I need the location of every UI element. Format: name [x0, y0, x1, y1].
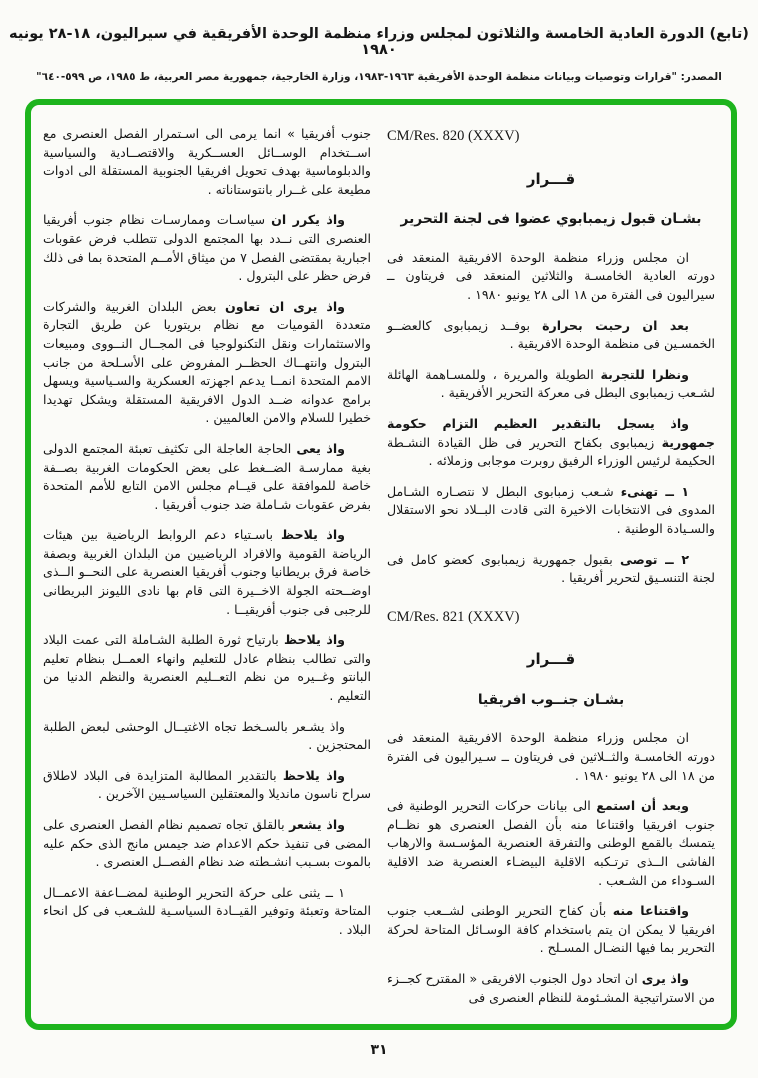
paragraph-text: بالتقدير المطالبة المتزايدة فى البلاد لاطلاق سراح ناسون مانديلا والمعتقلين السياسـيين الآخرين .: [43, 767, 371, 802]
paragraph: [43, 718, 371, 755]
paragraph-lead: واذ يسجل بالتقدير العظيم التزام حكومة جمهورية: [387, 415, 715, 450]
paragraph: [43, 631, 371, 705]
paragraph: [43, 816, 371, 872]
paragraph: [43, 440, 371, 514]
paragraph: [43, 526, 371, 619]
paragraph-lead: واذ يشعر: [289, 817, 345, 832]
paragraph-text: جنوب أفريقيا » انما يرمى الى اسـتمرار الفصل العنصرى مع اســتخدام الوســائل العســكرية والاقتصــادية والسياسية والدبلوماسية بهدف تحويل افريقيا الجنوبية المستقلة الى ادوات مطيعة على غــرار بانتوستاناته .: [43, 126, 371, 197]
paragraph-text: الحاجة العاجلة الى تكثيف تعبئة المجتمع الدولى بغية ممارسـة الضــغط على بعض الحكومات الغربية بصــفة خاصة للموافقة على قيــام مجلس الامن التابع للأمم المتحدة بفرض عقوبات شـاملة ضد جنوب أفريقيا .: [43, 440, 371, 512]
paragraph: [43, 298, 371, 428]
header-source-citation: المصدر: "قرارات وتوصيات وبيانات منظمة الوحدة الأفريقية ١٩٦٣-١٩٨٣، وزارة الخارجية، جمهورية مصر العربية، ط ١٩٨٥، ص ٥٩٩-٦٤٠": [36, 71, 722, 83]
numbered-item-1: [387, 483, 715, 539]
continuation-paragraph: [43, 125, 371, 199]
paragraph: [387, 797, 715, 890]
paragraph-text: زيمبابوى بكفاح التحرير فى ظل القيادة النشـطة الحكيمة لرئيس الوزراء الرفيق روبرت موجابى وزملائه .: [387, 434, 715, 469]
paragraph-text: شـعب زمبابوى البطل لا نتصـاره الشـامل المدوى فى الانتخابات الاخيرة التى قادت البــلاد نحو الاستقلال والسـيادة الوطنية .: [387, 483, 715, 536]
paragraph-text: ان مجلس وزراء منظمة الوحدة الافريقية المنعقد فى دورته الخامسـة والثــلاثين فى فريتاون ــ سـيراليون فى الفترة من ١٨ الى ٢٨ يونيو ١٩٨٠ .: [387, 730, 715, 783]
paragraph: [387, 902, 715, 958]
paragraph: [43, 211, 371, 285]
paragraph-text: ان اتحاد دول الجنوب الافريقى « المقترح كجــزء من الاستراتيجية المشـئومة للنظام العنصرى فى: [387, 971, 715, 1005]
paragraph-lead: ٢ ــ توصى: [619, 551, 689, 567]
paragraph-text: ان مجلس وزراء منظمة الوحدة الافريقية المنعقد فى دورته العادية الخامسـة والثلاثين المنعقد فى فريتاون ــ سيراليون فى الفترة من ١٨ الى ٢٨ يونيو ١٩٨٠ .: [387, 249, 715, 302]
page-header: [0, 0, 758, 83]
paragraph-text: بأن كفاح التحرير الوطنى لشــعب جنوب افريقيا لا يمكن ان يتم باستخدام كافة الوسـائل المتاحة لحركة التحرير بما فيها النضـال المسـلح .: [387, 903, 715, 956]
paragraph-lead: واقتناعا منه: [612, 903, 689, 919]
paragraph-lead: واذ يرى: [641, 971, 689, 986]
paragraph-lead: واذ يعى: [296, 440, 345, 456]
paragraph-text: الى بيانات حركات التحرير الوطنية فى جنوب افريقيا واقتناعا منه بأن الفصل العنصرى هو نظــام يتمسك بالقمع الوطنى والتفرقة العنصرية المؤسـسة والارهاب الفاشى الــذى ترتـكبه الاقلية البيضـاء العنصرية ضد الاقلية السـوداء من الشـعب .: [387, 798, 715, 888]
paragraph-text: بوفــد زيمبابوى كالعضــو الخمسـين فى منظمة الوحدة الافريقية .: [387, 317, 715, 352]
resolution-821-subtitle: بشـان جنــوب افريقيا: [477, 691, 625, 708]
numbered-item-1: [43, 884, 371, 940]
paragraph: [387, 415, 715, 471]
paragraph-text: بعض البلدان الغربية والشركات متعددة القوميات مع نظام بريتوريا عن طريق التجارة والاستثمارات ونقل التكنولوجيا فى المجــال النــووى ومبيعات البترول وانتهــاك الحظــر المفروض على الأسـلحة من جانب الامم المتحدة انمــا يدعم اجهزته العسكرية والسـياسية ويسهل برامج عدوانه ضــد الدول الافريقية المستقلة ويشكل تهديدا خطيرا للسلام والامن العالميين .: [43, 298, 371, 426]
paragraph-lead: ١ ــ تهنىء: [620, 483, 689, 499]
paragraph: [43, 767, 371, 804]
right-column: [387, 125, 715, 1019]
paragraph-lead: واذ يلاحظ: [282, 767, 345, 783]
paragraph: [387, 249, 715, 305]
resolution-821-title: قـــرار: [526, 650, 576, 669]
paragraph-lead: واذ يكرر ان: [271, 212, 345, 228]
green-border-frame: [25, 99, 737, 1030]
paragraph-lead: وبعد أن استمع: [596, 798, 689, 814]
paragraph-text: الطويلة والمريرة ، وللمسـاهمة الهائلة لشـعب زيمبابوى البطل فى معركة التحرير الأفريقية .: [387, 366, 715, 401]
paragraph-text: باسـتياء دعم الروابط الرياضية بين هيئات الرياضة القومية والافراد الرياضيين من البلدان الغربية وبصفة خاصة فرق بريطانيا وجنوب أفريقيا العنصرية على النحــو الــذى اوضــحته الجولة الاخــيرة التى قام بها نادى الليونز البريطانى للرجبى فى جنوب أفريقيــا .: [43, 527, 371, 617]
paragraph: [387, 970, 715, 1007]
paragraph-text: واذ يشـعر بالسـخط تجاه الاغتيــال الوحشى لبعض الطلبة المحتجزين .: [43, 718, 371, 753]
paragraph-text: بقبول جمهورية زيمبابوى كعضو كامل فى لجنة التنسـيق لتحرير أفريقيا .: [387, 551, 715, 586]
paragraph-lead: ونظرا للتجربة: [600, 366, 689, 382]
paragraph-text: بارتياح ثورة الطلبة الشـاملة التى عمت البلاد والتى تطالب بنظام عادل للتعليم وانهاء العمــل بنظام تعليم البانتو وغــيره من نظم التعــليم العنصرية والنظم الدنيا من التعليم .: [43, 632, 371, 704]
two-column-layout: [43, 125, 715, 1019]
paragraph-lead: واذ يرى ان تعاون: [224, 298, 345, 314]
paragraph-text: سياسـات وممارسـات نظام جنوب أفريقيا العنصرى التى نــدد بها المجتمع الدولى تتطلب فرض عقوبات اجبارية بمقتضى الفصل ٧ من ميثاق الأمــم المتحدة بما فى ذلك فرض حظر على البترول .: [43, 212, 372, 284]
paragraph-text: بالقلق تجاه تصميم نظام الفصل العنصرى على المضى فى تنفيذ حكم الاعدام ضد جيمس مانج الذى حكم عليه بالموت بسـبب انشـطته ضد نظام الفصــل العنصرى .: [43, 817, 371, 870]
paragraph-lead: واذ يلاحظ: [281, 527, 345, 543]
paragraph: [387, 317, 715, 354]
resolution-821-label: CM/Res. 821 (XXXV): [387, 608, 520, 625]
left-column: [43, 125, 371, 1019]
paragraph-text: ١ ــ يثنى على حركة التحرير الوطنية لمضــاعفة الاعمــال المتاحة وتعبئة وتوفير القيــادة السياسـية للشـعب فى كل انحاء البلاد .: [43, 884, 371, 937]
paragraph-lead: بعد ان رحبت بحرارة: [542, 317, 689, 333]
page-number: ٣١: [370, 1042, 388, 1058]
paragraph-lead: واذ يلاحظ: [283, 632, 345, 648]
paragraph: [387, 729, 715, 785]
resolution-820-label: CM/Res. 820 (XXXV): [387, 128, 520, 144]
resolution-820-title: قـــرار: [526, 169, 576, 188]
resolution-820-subtitle: بشـان قبول زيمبابوي عضوا فى لجنة التحرير: [400, 211, 702, 228]
numbered-item-2: [387, 551, 715, 588]
header-session-title: (تابع) الدورة العادية الخامسة والثلاثون لمجلس وزراء منظمة الوحدة الأفريقية في سيراليون، ١٨-٢٨ يونيه ١٩٨٠: [9, 26, 749, 58]
paragraph: [387, 366, 715, 403]
